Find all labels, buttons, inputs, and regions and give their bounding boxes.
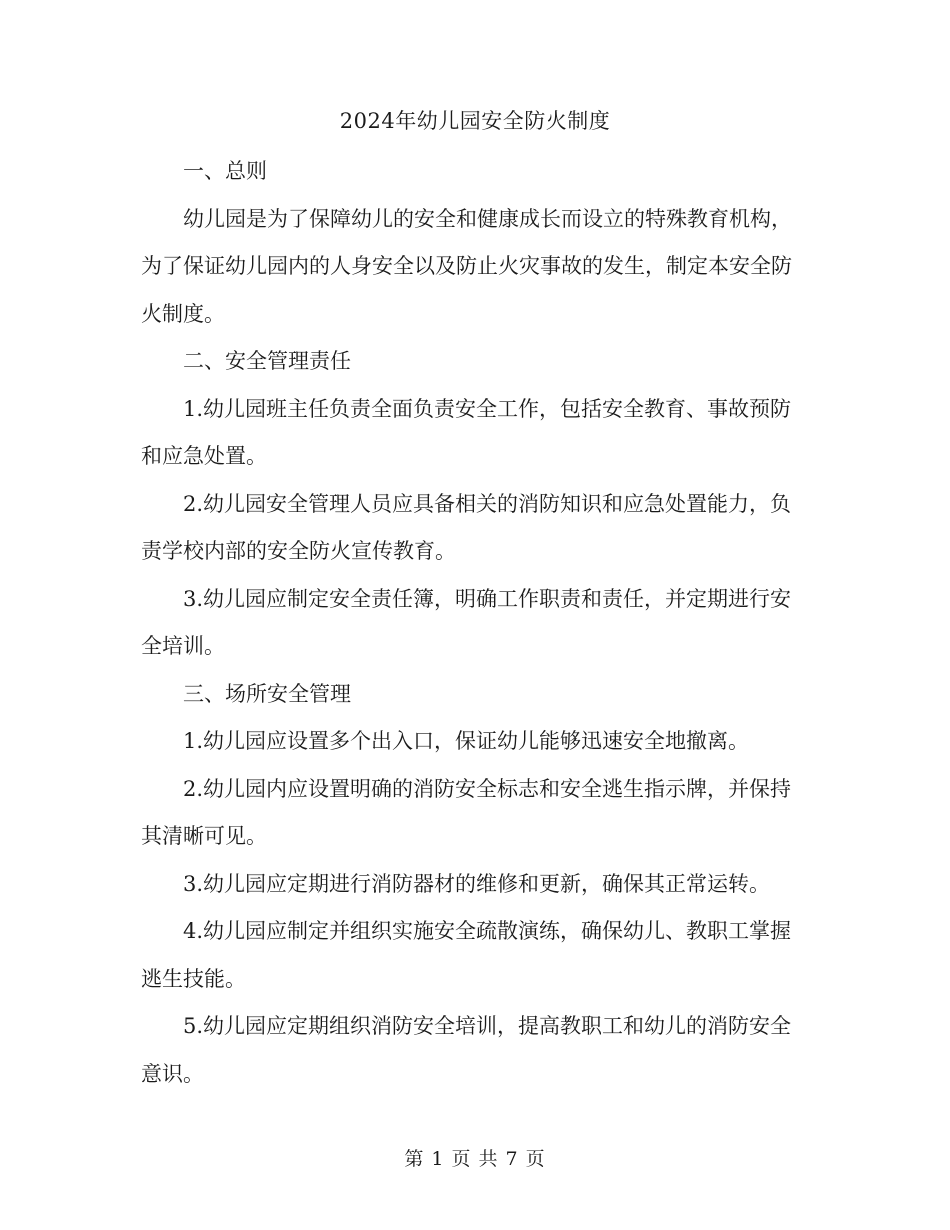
paragraph: 3.幼儿园应定期进行消防器材的维修和更新，确保其正常运转。 (183, 871, 771, 896)
paragraph: 5.幼儿园应定期组织消防安全培训，提高教职工和幼儿的消防安全意识。 (141, 1014, 792, 1086)
section-heading: 三、场所安全管理 (183, 681, 351, 706)
document-body (141, 148, 811, 1098)
paragraph: 2.幼儿园安全管理人员应具备相关的消防知识和应急处置能力，负责学校内部的安全防火宣传教育。 (141, 491, 792, 563)
paragraph: 1.幼儿园应设置多个出入口，保证幼儿能够迅速安全地撤离。 (183, 729, 750, 753)
section-heading: 一、总则 (183, 159, 267, 183)
paragraph: 幼儿园是为了保障幼儿的安全和健康成长而设立的特殊教育机构，为了保证幼儿园内的人身安全以及防止火灾事故的发生，制定本安全防火制度。 (141, 206, 792, 326)
section-heading: 二、安全管理责任 (183, 349, 351, 373)
page-footer: 第 1 页 共 7 页 (404, 1148, 546, 1170)
paragraph: 3.幼儿园应制定安全责任簿，明确工作职责和责任，并定期进行安全培训。 (141, 586, 792, 658)
paragraph: 2.幼儿园内应设置明确的消防安全标志和安全逃生指示牌，并保持其清晰可见。 (141, 776, 792, 848)
paragraph: 4.幼儿园应制定并组织实施安全疏散演练，确保幼儿、教职工掌握逃生技能。 (141, 919, 792, 991)
paragraph: 1.幼儿园班主任负责全面负责安全工作，包括安全教育、事故预防和应急处置。 (141, 396, 792, 468)
document-title: 2024年幼儿园安全防火制度 (339, 109, 611, 133)
